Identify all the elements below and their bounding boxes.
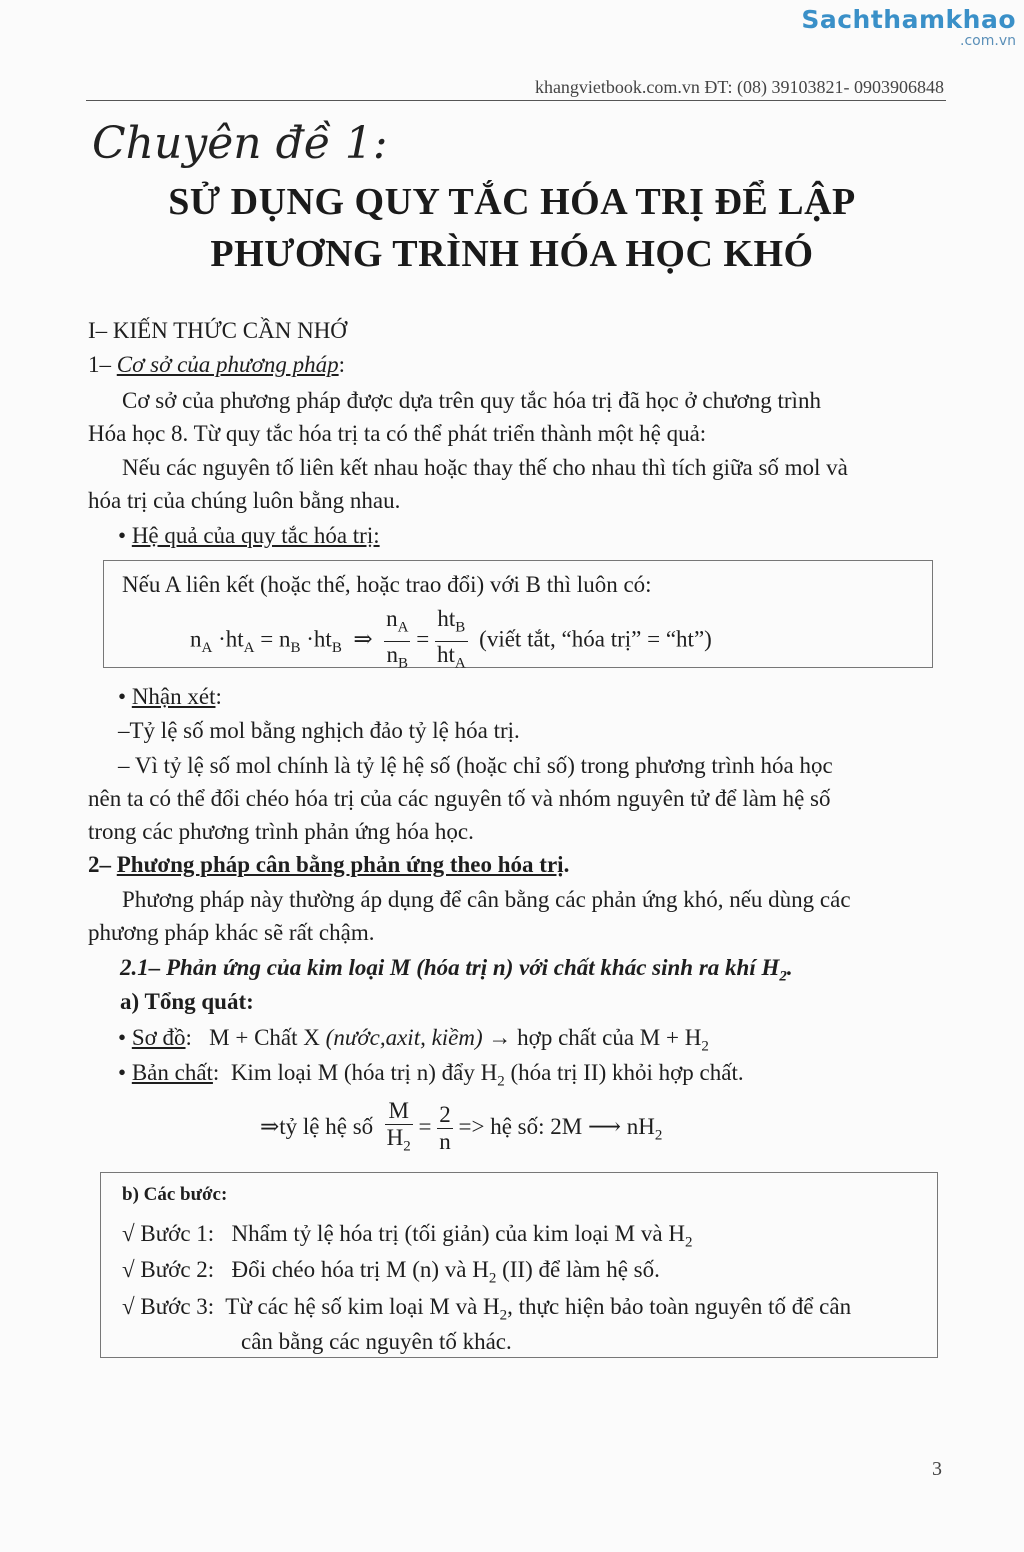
valence-formula: $n_A \cdot ht_A = n_B \cdot ht_B$ ⇒ $\frac{n_A}{n_B}$ = $\frac{ht_B}{ht_A}$ (viết tắt, “hóa trị” = “ht”) xyxy=(190,606,712,676)
title-line-2: PHƯƠNG TRÌNH HÓA HỌC KHÓ xyxy=(210,233,814,275)
essence-text: Kim loại M (hóa trị n) đẩy H xyxy=(230,1060,498,1085)
step-2: √ Bước 2: Đổi chéo hóa trị M (n) và $H_2$ (II) để làm hệ số. xyxy=(122,1257,660,1287)
scheme-text: M + Chất X xyxy=(209,1025,320,1050)
paragraph-2-line-1: Nếu các nguyên tố liên kết nhau hoặc thay thế cho nhau thì tích giữa số mol và xyxy=(122,455,848,480)
logo-main-text: Sachthamkhao xyxy=(801,5,1016,34)
ratio-prefix: ⇒tỷ lệ hệ số xyxy=(260,1114,374,1140)
part-a-heading: a) Tổng quát: xyxy=(120,989,254,1014)
scheme-label: Sơ đồ xyxy=(131,1025,186,1050)
step-2-label: √ Bước 2: xyxy=(122,1257,215,1282)
bullet-consequence-text: Hệ quả của quy tắc hóa trị: xyxy=(131,523,380,548)
step-2-rest: (II) để làm hệ số. xyxy=(502,1257,660,1282)
subsection-1-heading: 1– Cơ sở của phương pháp: xyxy=(88,352,346,377)
bullet-remark-text: Nhận xét xyxy=(131,684,216,709)
paragraph-3-line-2: phương pháp khác sẽ rất chậm. xyxy=(88,920,375,945)
page-number: 3 xyxy=(932,1458,942,1480)
essence-label: Bản chất xyxy=(131,1060,213,1085)
ratio-line: ⇒tỷ lệ hệ số $\frac{M}{H_2}$ = $\frac{2}{n}$ => hệ số: 2M ⟶ $nH_2$ xyxy=(260,1098,662,1160)
step-1: √ Bước 1: Nhẩm tỷ lệ hóa trị (tối giản) của kim loại M và $H_2$ xyxy=(122,1221,693,1251)
mole-ratio-fraction: $\frac{n_A}{n_B}$ xyxy=(386,606,409,672)
site-logo xyxy=(801,6,1016,48)
chapter-label: Chuyên đề 1: xyxy=(92,118,388,169)
remark-2-line-2: nên ta có thể đổi chéo hóa trị của các nguyên tố và nhóm nguyên tử để làm hệ số xyxy=(88,786,831,811)
step-3-line-1: √ Bước 3: Từ các hệ số kim loại M và $H_2$, thực hiện bảo toàn nguyên tố để cân xyxy=(122,1294,852,1324)
metal-hydrogen-fraction: $\frac{M}{H_2}$ xyxy=(386,1098,411,1155)
logo-sub-text: .com.vn xyxy=(960,33,1016,49)
title-line-1: SỬ DỤNG QUY TẮC HÓA TRỊ ĐỂ LẬP xyxy=(168,181,856,223)
valence-ratio-fraction: $\frac{ht_B}{ht_A}$ xyxy=(436,606,466,672)
step-1-label: √ Bước 1: xyxy=(122,1221,215,1246)
essence-rest: (hóa trị II) khỏi hợp chất. xyxy=(510,1060,744,1085)
header-contact-info: khangvietbook.com.vn ĐT: (08) 39103821- 0903906848 xyxy=(534,77,944,97)
subsection-1-number: 1– xyxy=(88,352,111,377)
bullet-remark: • Nhận xét: xyxy=(118,684,222,709)
subsection-1-title: Cơ sở của phương pháp xyxy=(116,352,339,377)
two-over-n-fraction: $\frac{2}{n}$ xyxy=(439,1102,451,1155)
step-1-text: Nhẩm tỷ lệ hóa trị (tối giản) của kim loại M và H xyxy=(231,1221,685,1246)
subsection-2-1-heading: 2.1– Phản ứng của kim loại M (hóa trị n) với chất khác sinh ra khí $H_2$. xyxy=(120,955,793,985)
paragraph-2-line-2: hóa trị của chúng luôn bằng nhau. xyxy=(88,488,401,513)
subsection-2-title: Phương pháp cân bằng phản ứng theo hóa trị xyxy=(116,852,564,877)
paragraph-3-line-1: Phương pháp này thường áp dụng để cân bằng các phản ứng khó, nếu dùng các xyxy=(122,887,851,912)
subsection-2-heading: 2– Phương pháp cân bằng phản ứng theo hóa trị. xyxy=(88,852,570,877)
formula-note: (viết tắt, “hóa trị” = “ht”) xyxy=(479,626,712,652)
subsection-2-1-text: 2.1– Phản ứng của kim loại M (hóa trị n) với chất khác sinh ra khí H xyxy=(120,955,780,980)
remark-2-line-1: – Vì tỷ lệ số mol chính là tỷ lệ hệ số (hoặc chỉ số) trong phương trình hóa học xyxy=(118,753,833,778)
step-3-line-2: cân bằng các nguyên tố khác. xyxy=(241,1329,512,1354)
remark-2-line-3: trong các phương trình phản ứng hóa học. xyxy=(88,819,474,844)
step-2-text: Đổi chéo hóa trị M (n) và H xyxy=(231,1257,489,1282)
formula-box-intro: Nếu A liên kết (hoặc thế, hoặc trao đổi) với B thì luôn có: xyxy=(122,572,652,597)
paragraph-1-line-1: Cơ sở của phương pháp được dựa trên quy tắc hóa trị đã học ở chương trình xyxy=(122,388,821,413)
essence-line: • Bản chất: Kim loại M (hóa trị n) đẩy $H_2$ (hóa trị II) khỏi hợp chất. xyxy=(118,1060,744,1090)
remark-1: –Tỷ lệ số mol bằng nghịch đảo tỷ lệ hóa trị. xyxy=(118,718,520,743)
step-3-label: √ Bước 3: xyxy=(122,1294,215,1319)
header-divider xyxy=(86,100,946,101)
subsection-2-number: 2– xyxy=(88,852,111,877)
ratio-suffix: => hệ số: 2M ⟶ nH xyxy=(458,1114,655,1140)
step-3-text: Từ các hệ số kim loại M và H xyxy=(225,1294,500,1319)
scheme-line: • Sơ đồ: M + Chất X (nước,axit, kiềm) → hợp chất của $M + H_2$ xyxy=(118,1025,709,1055)
paragraph-1-line-2: Hóa học 8. Từ quy tắc hóa trị ta có thể phát triển thành một hệ quả: xyxy=(88,421,707,446)
scheme-rest: → hợp chất của M + H xyxy=(488,1025,702,1050)
section-heading: I– KIẾN THỨC CẦN NHỚ xyxy=(88,318,347,343)
scheme-italic: (nước,axit, kiềm) xyxy=(325,1025,483,1050)
part-b-heading: b) Các bước: xyxy=(122,1184,228,1205)
bullet-consequence: • Hệ quả của quy tắc hóa trị: xyxy=(118,523,380,548)
step-3-rest: , thực hiện bảo toàn nguyên tố để cân xyxy=(507,1294,852,1319)
